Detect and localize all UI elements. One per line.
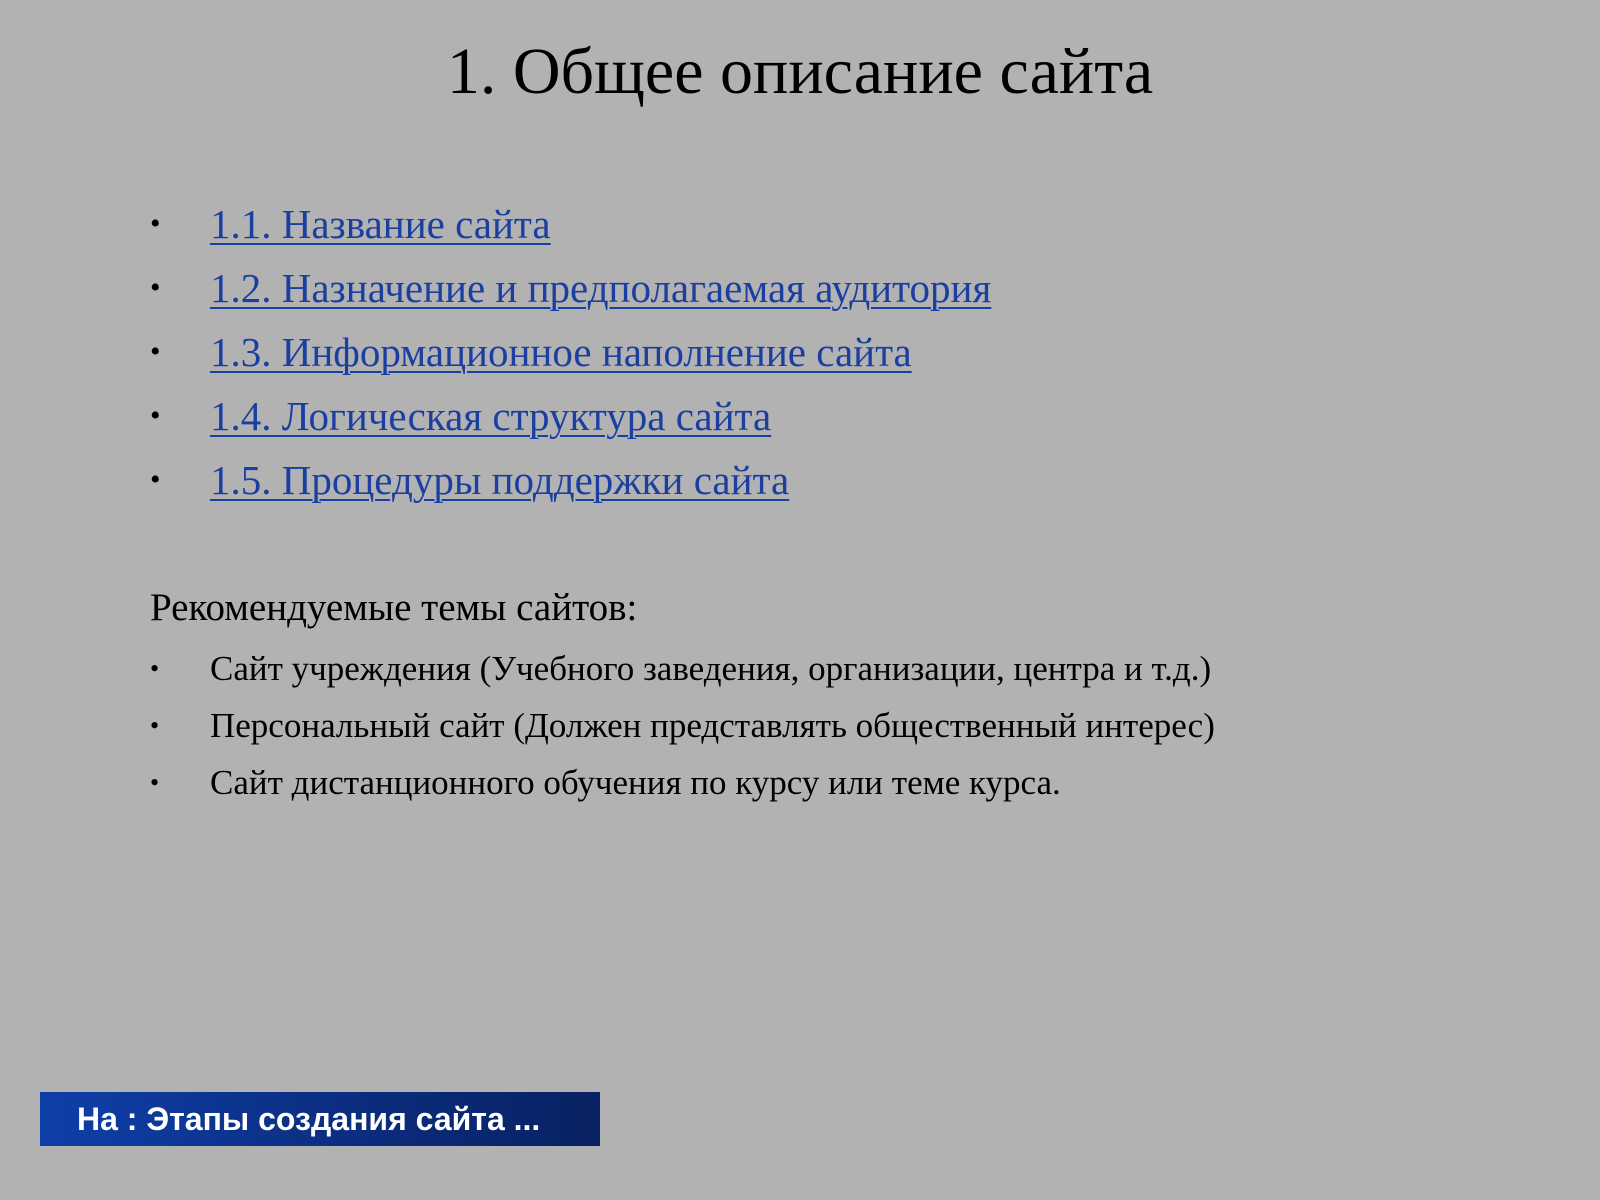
list-item (150, 754, 1215, 811)
list-item (150, 384, 991, 448)
bullet-icon: • (150, 271, 161, 304)
recommended-topics-list (150, 640, 1215, 811)
slide-title: 1. Общее описание сайта (446, 35, 1154, 108)
link-logical-structure[interactable]: 1.4. Логическая структура сайта (210, 393, 772, 439)
topic-text: Персональный сайт (Должен представлять общественный интерес) (210, 706, 1215, 745)
bullet-icon: • (150, 207, 161, 240)
link-support-procedures[interactable]: 1.5. Процедуры поддержки сайта (210, 457, 790, 503)
list-item (150, 192, 991, 256)
next-slide-button[interactable]: На : Этапы создания сайта ... (40, 1092, 600, 1146)
list-item (150, 640, 1215, 697)
topic-text: Сайт дистанционного обучения по курсу или теме курса. (210, 763, 1061, 802)
section-link-list (150, 192, 991, 512)
link-site-name[interactable]: 1.1. Название сайта (210, 201, 551, 247)
bullet-icon: • (150, 711, 160, 740)
list-item (150, 320, 991, 384)
bullet-icon: • (150, 335, 161, 368)
link-content[interactable]: 1.3. Информационное наполнение сайта (210, 329, 912, 375)
bullet-icon: • (150, 399, 161, 432)
link-purpose-audience[interactable]: 1.2. Назначение и предполагаемая аудитория (210, 265, 992, 311)
list-item (150, 256, 991, 320)
bullet-icon: • (150, 463, 161, 496)
bullet-icon: • (150, 768, 160, 797)
bullet-icon: • (150, 654, 160, 683)
topic-text: Сайт учреждения (Учебного заведения, организации, центра и т.д.) (210, 649, 1212, 688)
recommended-topics-heading: Рекомендуемые темы сайтов: (150, 586, 638, 629)
list-item (150, 448, 991, 512)
list-item (150, 697, 1215, 754)
